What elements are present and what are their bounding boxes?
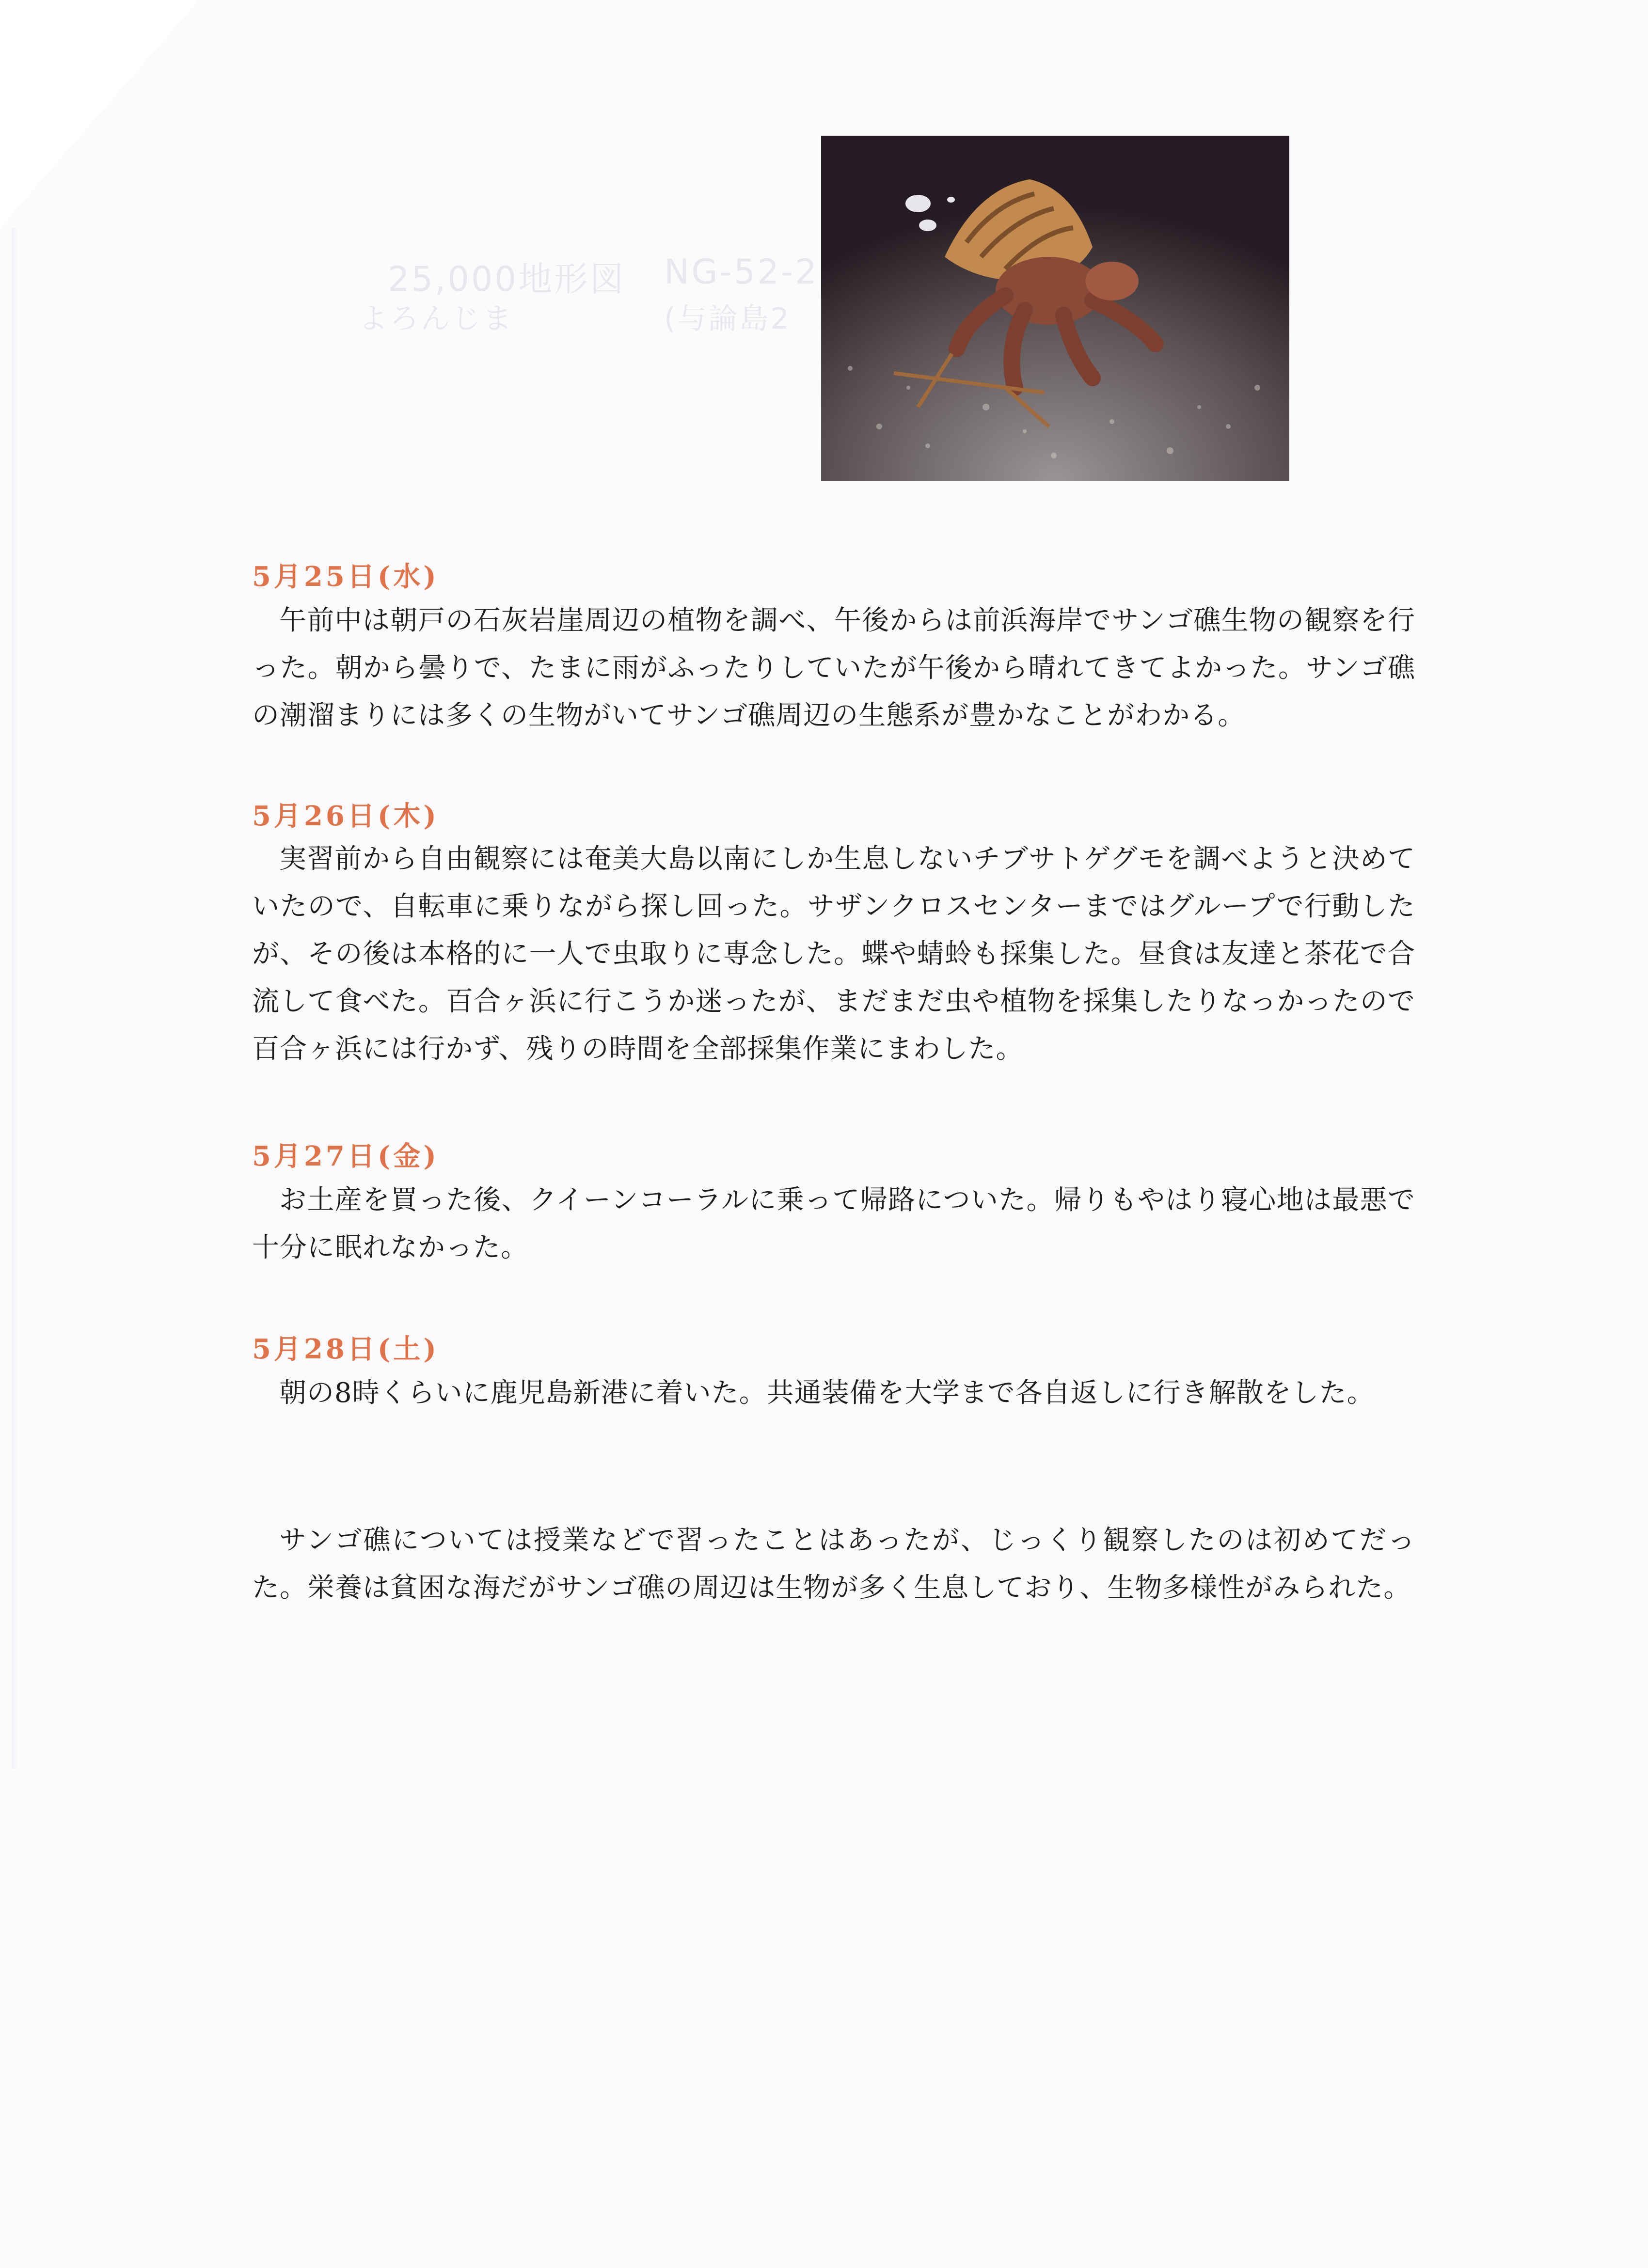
entry-date-0527: 5月27日(金) [252, 1140, 439, 1172]
torn-corner [0, 0, 199, 228]
entry-text-0526: 実習前から自由観察には奄美大島以南にしか生息しないチブサトゲグモを調べようと決めていたので、自転車に乗りながら探し回った。サザンクロスセンターまではグループで行動したが、その後は本格的に一人で虫取りに専念した。蝶や蜻蛉も採集した。昼食は友達と茶花で合流して食べた。百合ヶ浜に行こうか迷ったが、まだまだ虫や植物を採集したりなっかったので百合ヶ浜には行かず、残りの時間を全部採集作業にまわした。 [252, 843, 1416, 1065]
entry-text-0525: 午前中は朝戸の石灰岩崖周辺の植物を調べ、午後からは前浜海岸でサンゴ礁生物の観察を行った。朝から曇りで、たまに雨がふったりしていたが午後から晴れてきてよかった。サンゴ礁の潮溜まりには多くの生物がいてサンゴ礁周辺の生態系が豊かなことがわかる。 [252, 605, 1415, 731]
bleed-text-1b: NG-52-2 [664, 252, 819, 292]
hermit-crab-photo [821, 136, 1289, 481]
entry-text-0527: お土産を買った後、クイーンコーラルに乗って帰路についた。帰りもやはり寝心地は最悪で十分に眠れなかった。 [252, 1184, 1415, 1263]
summary-paragraph: サンゴ礁については授業などで習ったことはあったが、じっくり観察したのは初めてだった。栄養は貧困な海だがサンゴ礁の周辺は生物が多く生息しており、生物多様性がみられた。 [252, 1525, 1415, 1604]
paper-edge [12, 228, 17, 1769]
bleed-text-1a: 25,000地形図 [388, 259, 626, 299]
entry-date-0525: 5月25日(水) [252, 561, 439, 593]
bleed-text-2b: (与論島2 [664, 302, 791, 336]
bleed-text-2a: よろんじま [359, 302, 514, 336]
entry-date-0528: 5月28日(土) [252, 1333, 439, 1365]
entry-text-0528: 朝の8時くらいに鹿児島新港に着いた。共通装備を大学まで各自返しに行き解散をした。 [279, 1377, 1375, 1409]
entry-date-0526: 5月26日(木) [252, 800, 439, 832]
